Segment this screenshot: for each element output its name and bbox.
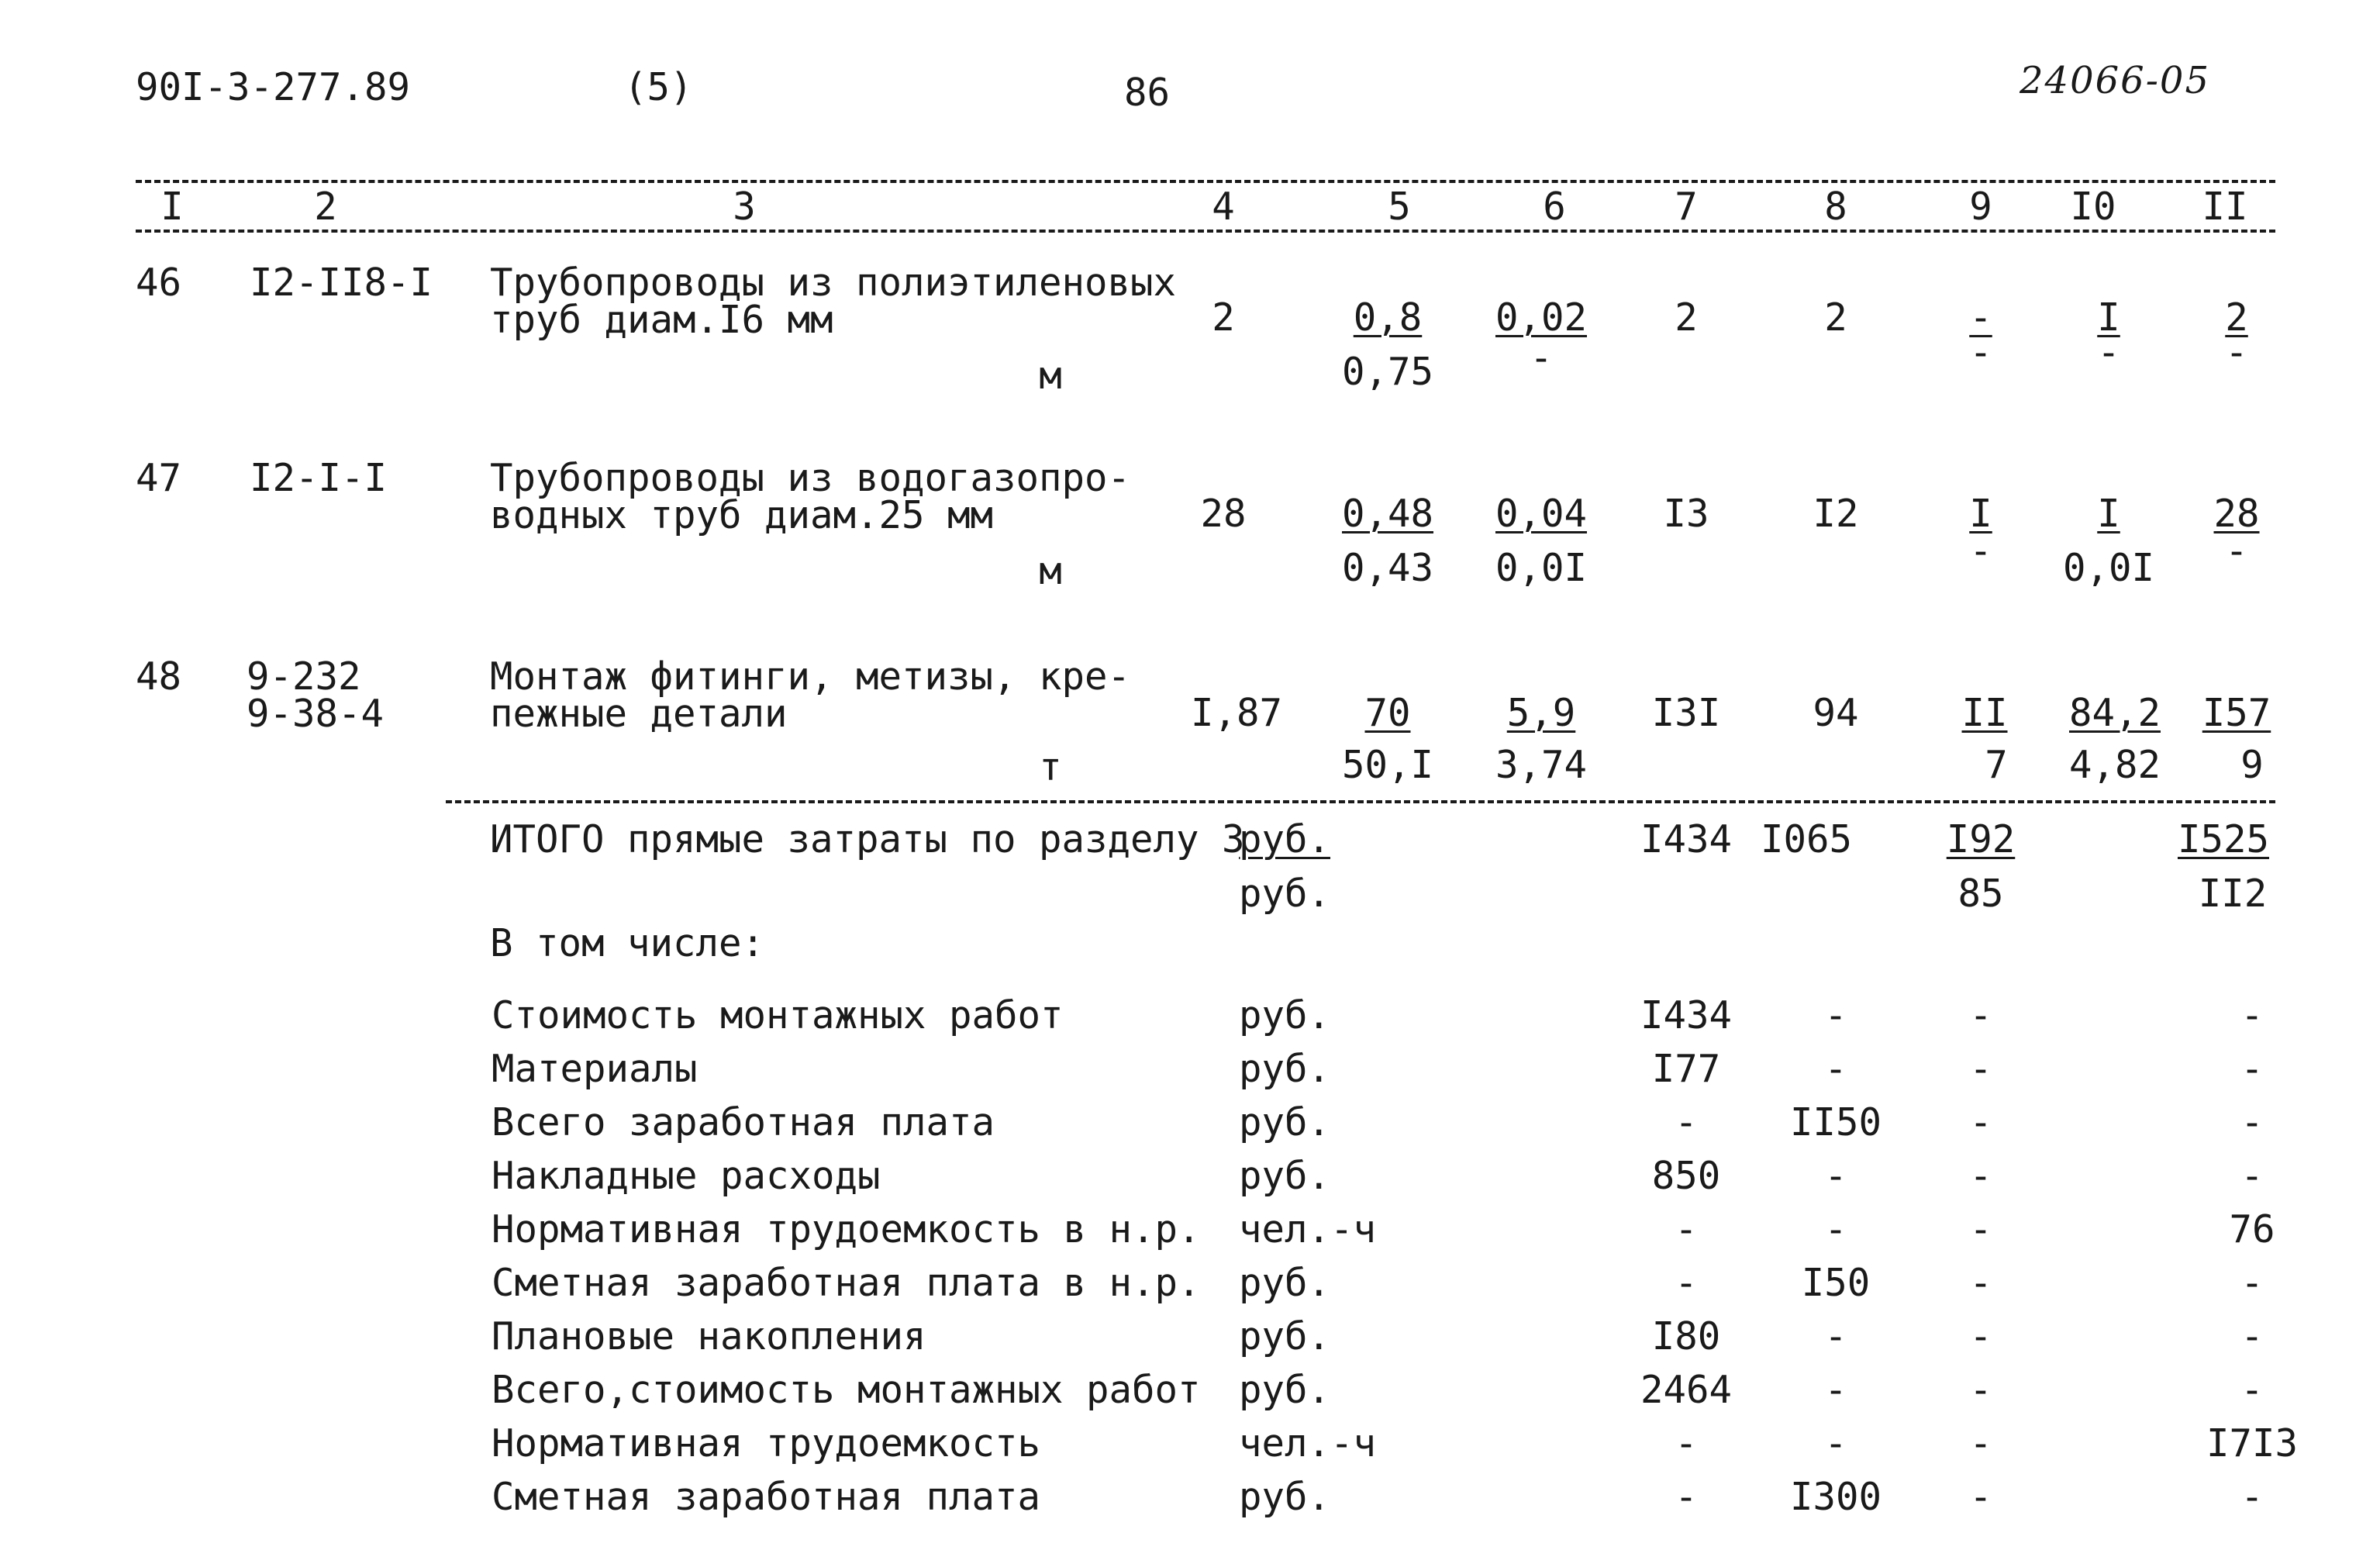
cell-c6-bottom: - [1530,336,1553,380]
breakdown-c8: - [1824,1368,1847,1412]
breakdown-c8: II50 [1789,1100,1882,1144]
cell-c10-top: I [2097,492,2120,536]
breakdown-c11: - [2240,1261,2264,1305]
cell-c11-bottom: 9 [2240,743,2264,787]
total-c9-bottom: 85 [1957,872,2004,916]
breakdown-unit: руб. [1239,1475,1331,1519]
row-code-line2: 9-38-4 [247,692,385,736]
breakdown-c11: - [2240,1475,2264,1519]
breakdown-c9: - [1969,1475,1992,1519]
header-bottom-rule [136,230,2275,233]
breakdown-c7: 850 [1651,1154,1721,1198]
cell-c6-top: 0,02 [1495,295,1588,340]
column-number: 2 [314,185,337,229]
breakdown-c7: - [1675,1475,1698,1519]
breakdown-label: Сметная заработная плата [492,1475,1041,1519]
row-desc-line2: водных труб диам.25 мм [490,493,994,537]
breakdown-label: Сметная заработная плата в н.р. [492,1261,1201,1305]
breakdown-unit: чел.-ч [1239,1207,1377,1251]
breakdown-c7: I77 [1651,1047,1721,1091]
row-desc-line2: труб диам.I6 мм [490,298,833,342]
cell-c11-top: 2 [2225,295,2248,340]
breakdown-c9: - [1969,1421,1992,1466]
breakdown-c7: - [1675,1207,1698,1251]
breakdown-label: Накладные расходы [492,1154,881,1198]
breakdown-c11: - [2240,1154,2264,1198]
row-desc-line1: Монтаж фитинги, метизы, кре- [490,654,1131,699]
breakdown-c11: - [2240,1100,2264,1144]
breakdown-c9: - [1969,1100,1992,1144]
breakdown-label: Нормативная трудоемкость в н.р. [492,1207,1201,1251]
cell-c8: 94 [1813,691,1859,735]
row-code: I2-II8-I [250,261,433,305]
breakdown-unit: руб. [1239,1314,1331,1358]
cell-c10-bottom: 0,0I [2062,546,2155,590]
breakdown-c7: I434 [1640,993,1733,1037]
row-unit: т [1039,745,1062,789]
breakdown-unit: руб. [1239,1261,1331,1305]
cell-c10-bottom: 4,82 [2068,743,2161,787]
breakdown-unit: чел.-ч [1239,1421,1377,1466]
inventory-number: 24066-05 [2020,59,2210,102]
cell-c4: 2 [1212,295,1235,340]
breakdown-c7: - [1675,1421,1698,1466]
breakdown-c8: I300 [1789,1475,1882,1519]
cell-c10-top: I [2097,295,2120,340]
breakdown-label: Материалы [492,1047,698,1091]
breakdown-c8: - [1824,993,1847,1037]
total-unit-top: руб. [1239,817,1331,861]
document-code: 90I-3-277.89 [136,65,411,109]
breakdown-c8: - [1824,1154,1847,1198]
breakdown-c9: - [1969,1207,1992,1251]
cell-c5-bottom: 50,I [1341,743,1434,787]
cell-c5-top: 0,48 [1341,492,1434,536]
cell-c6-bottom: 3,74 [1495,743,1588,787]
breakdown-c7: 2464 [1640,1368,1733,1412]
breakdown-c11: - [2240,1314,2264,1358]
page-number: 86 [1124,71,1171,115]
breakdown-label: Стоимость монтажных работ [492,993,1064,1037]
total-c7: I434 [1640,817,1733,861]
total-separator-rule [446,800,2275,803]
breakdown-c11: - [2240,1368,2264,1412]
breakdown-c7: - [1675,1261,1698,1305]
cell-c11-top: I57 [2202,691,2271,735]
cell-c10-top: 84,2 [2068,691,2161,735]
row-desc-line1: Трубопроводы из полиэтиленовых [490,261,1177,305]
album-number: (5) [624,65,693,109]
cell-c10-bottom: - [2097,330,2120,375]
breakdown-unit: руб. [1239,1047,1331,1091]
cell-c8: I2 [1813,492,1859,536]
total-c9-top: I92 [1946,817,2016,861]
breakdown-c9: - [1969,1154,1992,1198]
cell-c7: I3 [1663,492,1709,536]
column-number: 7 [1675,185,1698,229]
column-number: I0 [2070,185,2116,229]
breakdown-c8: - [1824,1207,1847,1251]
row-desc-line2: пежные детали [490,692,788,736]
breakdown-unit: руб. [1239,1100,1331,1144]
row-unit: м [1039,354,1062,398]
column-number: 6 [1543,185,1566,229]
breakdown-c9: - [1969,1261,1992,1305]
breakdown-c11: - [2240,1047,2264,1091]
breakdown-c9: - [1969,1368,1992,1412]
row-number: 47 [136,456,182,500]
column-number: 9 [1969,185,1992,229]
breakdown-label: Нормативная трудоемкость [492,1421,1041,1466]
cell-c4: I,87 [1190,691,1283,735]
breakdown-c8: - [1824,1421,1847,1466]
cell-c9-top: I [1969,492,1992,536]
cell-c11-bottom: - [2225,529,2248,573]
breakdown-unit: руб. [1239,993,1331,1037]
total-c11-top: I525 [2177,817,2270,861]
breakdown-c11: 76 [2229,1207,2275,1251]
breakdown-c7: - [1675,1100,1698,1144]
row-code-line1: 9-232 [247,654,361,699]
cell-c9-bottom: - [1969,529,1992,573]
cell-c7: 2 [1675,295,1698,340]
cell-c7: I3I [1651,691,1721,735]
cell-c9-top: - [1969,295,1992,340]
row-number: 46 [136,261,182,305]
cell-c9-top: II [1961,691,2008,735]
row-number: 48 [136,654,182,699]
row-desc-line1: Трубопроводы из водогазопро- [490,456,1131,500]
column-number: II [2202,185,2248,229]
cell-c9-bottom: - [1969,330,1992,375]
breakdown-label: Плановые накопления [492,1314,926,1358]
total-label: ИТОГО прямые затраты по разделу 3 [490,817,1245,861]
total-unit-bottom: руб. [1239,872,1331,916]
breakdown-c8: - [1824,1314,1847,1358]
cell-c6-top: 5,9 [1506,691,1576,735]
column-number: 8 [1824,185,1847,229]
total-c8: I065 [1760,817,1853,861]
breakdown-c11: I7I3 [2206,1421,2299,1466]
breakdown-c7: I80 [1651,1314,1721,1358]
row-code: I2-I-I [250,456,388,500]
cell-c9-bottom: 7 [1985,743,2008,787]
breakdown-c9: - [1969,993,1992,1037]
breakdown-label: Всего,стоимость монтажных работ [492,1368,1201,1412]
including-label: В том числе: [490,921,765,965]
breakdown-c8: I50 [1801,1261,1871,1305]
breakdown-unit: руб. [1239,1154,1331,1198]
cell-c6-bottom: 0,0I [1495,546,1588,590]
breakdown-label: Всего заработная плата [492,1100,995,1144]
cell-c11-top: 28 [2213,492,2260,536]
cell-c5-top: 70 [1364,691,1411,735]
row-unit: м [1039,549,1062,593]
cell-c5-bottom: 0,75 [1341,350,1434,394]
cell-c5-top: 0,8 [1353,295,1423,340]
cell-c5-bottom: 0,43 [1341,546,1434,590]
cell-c6-top: 0,04 [1495,492,1588,536]
header-top-rule [136,180,2275,183]
breakdown-c11: - [2240,993,2264,1037]
breakdown-unit: руб. [1239,1368,1331,1412]
breakdown-c9: - [1969,1314,1992,1358]
column-number: 5 [1388,185,1411,229]
cell-c8: 2 [1824,295,1847,340]
breakdown-c9: - [1969,1047,1992,1091]
breakdown-c8: - [1824,1047,1847,1091]
cell-c4: 28 [1200,492,1247,536]
column-number: 3 [733,185,756,229]
column-number: 4 [1212,185,1235,229]
cell-c11-bottom: - [2225,330,2248,375]
total-c11-bottom: II2 [2198,872,2268,916]
column-number: I [160,185,184,229]
